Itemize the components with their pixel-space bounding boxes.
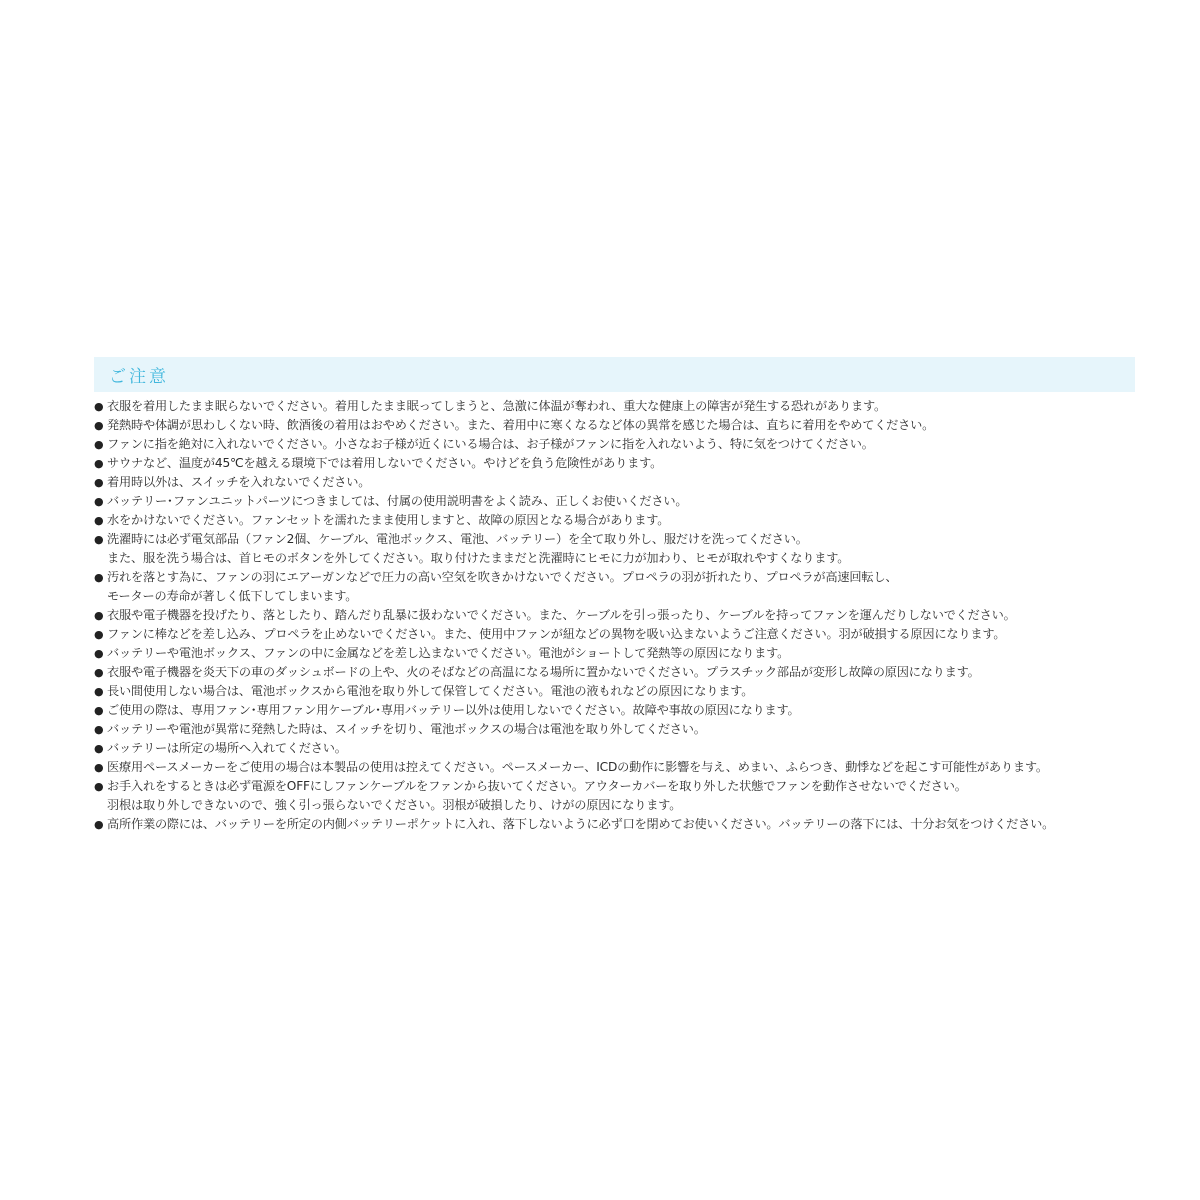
caution-item <box>94 416 1135 435</box>
caution-item <box>94 701 1135 720</box>
caution-item-line: ファンに指を絶対に入れないでください。小さなお子様が近くにいる場合は、お子様がファンに指を入れないよう、特に気をつけてください。 <box>107 437 874 451</box>
caution-item <box>94 530 1135 568</box>
caution-item-line: バッテリー･ファンユニットパーツにつきましては、付属の使用説明書をよく読み、正しくお使いください。 <box>107 494 688 508</box>
caution-item-line: 衣服や電子機器を投げたり、落としたり、踏んだり乱暴に扱わないでください。また、ケーブルを引っ張ったり、ケーブルを持ってファンを運んだりしないでください。 <box>107 608 1016 622</box>
caution-item <box>94 739 1135 758</box>
bullet-icon: ● <box>94 647 104 660</box>
bullet-icon: ● <box>94 514 104 527</box>
caution-item <box>94 663 1135 682</box>
bullet-icon: ● <box>94 571 104 584</box>
caution-item-line: また、服を洗う場合は、首ヒモのボタンを外してください。取り付けたままだと洗濯時にヒモに力が加わり、ヒモが取れやすくなります。 <box>107 551 850 565</box>
caution-item-text <box>107 701 800 720</box>
caution-list <box>94 397 1135 834</box>
caution-item-text <box>107 644 789 663</box>
caution-item <box>94 492 1135 511</box>
caution-item-text <box>107 416 934 435</box>
caution-item-line: 医療用ペースメーカーをご使用の場合は本製品の使用は控えてください。ペースメーカー、ICDの動作に影響を与え、めまい、ふらつき、動悸などを起こす可能性があります。 <box>107 760 1048 774</box>
caution-item <box>94 758 1135 777</box>
caution-item <box>94 435 1135 454</box>
bullet-icon: ● <box>94 400 104 413</box>
caution-item-text <box>107 777 967 815</box>
caution-item-text <box>107 511 669 530</box>
caution-item <box>94 473 1135 492</box>
caution-section <box>94 357 1135 834</box>
caution-item-text <box>107 435 874 454</box>
caution-item-line: 衣服や電子機器を炎天下の車のダッシュボードの上や、火のそばなどの高温になる場所に置かないでください。プラスチック部品が変形し故障の原因になります。 <box>107 665 980 679</box>
caution-item <box>94 815 1135 834</box>
caution-item-line: 着用時以外は、スイッチを入れないでください。 <box>107 475 371 489</box>
caution-item-line: バッテリーや電池ボックス、ファンの中に金属などを差し込まないでください。電池がショートして発熱等の原因になります。 <box>107 646 790 660</box>
caution-item-text <box>107 568 897 606</box>
bullet-icon: ● <box>94 761 104 774</box>
caution-item-line: 汚れを落とす為に、ファンの羽にエアーガンなどで圧力の高い空気を吹きかけないでください。プロペラの羽が折れたり、プロペラが高速回転し、 <box>107 570 898 584</box>
bullet-icon: ● <box>94 685 104 698</box>
caution-item-text <box>107 663 980 682</box>
caution-item-line: 発熱時や体調が思わしくない時、飲酒後の着用はおやめください。また、着用中に寒くなるなど体の異常を感じた場合は、直ちに着用をやめてください。 <box>107 418 935 432</box>
caution-item-text <box>107 530 849 568</box>
bullet-icon: ● <box>94 419 104 432</box>
caution-item-text <box>107 492 687 511</box>
caution-item-text <box>107 606 1016 625</box>
caution-item <box>94 777 1135 815</box>
caution-item-line: 洗濯時には必ず電気部品（ファン2個、ケーブル、電池ボックス、電池、バッテリー）を全て取り外し、服だけを洗ってください。 <box>107 532 808 546</box>
caution-item <box>94 606 1135 625</box>
caution-item <box>94 568 1135 606</box>
caution-item-line: 水をかけないでください。ファンセットを濡れたまま使用しますと、故障の原因となる場合があります。 <box>107 513 670 527</box>
caution-item-line: サウナなど、温度が45℃を越える環境下では着用しないでください。やけどを負う危険性があります。 <box>107 456 663 470</box>
bullet-icon: ● <box>94 666 104 679</box>
caution-item-text <box>107 625 1005 644</box>
bullet-icon: ● <box>94 628 104 641</box>
caution-header-bar <box>94 357 1135 392</box>
caution-item-line: ファンに棒などを差し込み、プロペラを止めないでください。また、使用中ファンが紐などの異物を吸い込まないようご注意ください。羽が破損する原因になります。 <box>107 627 1006 641</box>
caution-item <box>94 625 1135 644</box>
caution-item-line: バッテリーや電池が異常に発熱した時は、スイッチを切り、電池ボックスの場合は電池を取り外してください。 <box>107 722 706 736</box>
caution-item-text <box>107 720 706 739</box>
caution-item-line: バッテリーは所定の場所へ入れてください。 <box>107 741 347 755</box>
bullet-icon: ● <box>94 438 104 451</box>
caution-item <box>94 682 1135 701</box>
caution-item-line: 高所作業の際には、バッテリーを所定の内側バッテリーポケットに入れ、落下しないように必ず口を閉めてお使いください。バッテリーの落下には、十分お気をつけください。 <box>107 817 1055 831</box>
bullet-icon: ● <box>94 723 104 736</box>
caution-item-text <box>107 815 1054 834</box>
caution-item-line: ご使用の際は、専用ファン･専用ファン用ケーブル･専用バッテリー以外は使用しないでください。故障や事故の原因になります。 <box>107 703 800 717</box>
caution-item <box>94 454 1135 473</box>
caution-item <box>94 720 1135 739</box>
caution-item <box>94 644 1135 663</box>
caution-item-line: 長い間使用しない場合は、電池ボックスから電池を取り外して保管してください。電池の液もれなどの原因になります。 <box>107 684 754 698</box>
caution-item-line: モーターの寿命が著しく低下してしまいます。 <box>107 589 358 603</box>
caution-item-text <box>107 454 662 473</box>
caution-title: ご注意 <box>109 367 169 387</box>
caution-item-text <box>107 397 886 416</box>
caution-item <box>94 397 1135 416</box>
bullet-icon: ● <box>94 476 104 489</box>
caution-item <box>94 511 1135 530</box>
bullet-icon: ● <box>94 704 104 717</box>
caution-item-text <box>107 473 370 492</box>
caution-item-text <box>107 682 753 701</box>
bullet-icon: ● <box>94 495 104 508</box>
bullet-icon: ● <box>94 818 104 831</box>
caution-item-line: 羽根は取り外しできないので、強く引っ張らないでください。羽根が破損したり、けがの原因になります。 <box>107 798 682 812</box>
caution-item-line: 衣服を着用したまま眠らないでください。着用したまま眠ってしまうと、急激に体温が奪われ、重大な健康上の障害が発生する恐れがあります。 <box>107 399 886 413</box>
caution-item-line: お手入れをするときは必ず電源をOFFにしファンケーブルをファンから抜いてください。アウターカバーを取り外した状態でファンを動作させないでください。 <box>107 779 967 793</box>
bullet-icon: ● <box>94 609 104 622</box>
caution-item-text <box>107 758 1048 777</box>
caution-item-text <box>107 739 347 758</box>
bullet-icon: ● <box>94 533 104 546</box>
bullet-icon: ● <box>94 742 104 755</box>
bullet-icon: ● <box>94 457 104 470</box>
bullet-icon: ● <box>94 780 104 793</box>
